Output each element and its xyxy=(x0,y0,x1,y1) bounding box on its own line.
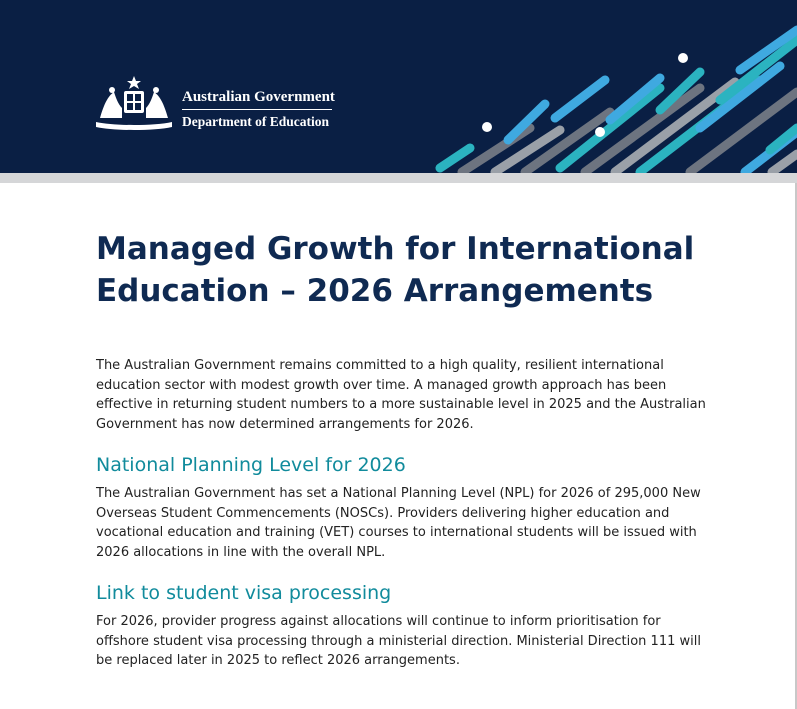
coat-of-arms-icon xyxy=(94,74,174,132)
section-heading-npl: National Planning Level for 2026 xyxy=(96,454,406,476)
intro-paragraph: The Australian Government remains committed to a high quality, resilient international education sector with modest growth over time. A managed growth approach has been effective in returning student numbers to a more sustainable level in 2025 and the Australian Government has now determined arrangements for 2026. xyxy=(96,358,706,432)
wordmark-divider xyxy=(182,109,332,110)
department-name: Department of Education xyxy=(182,114,329,129)
government-wordmark xyxy=(182,88,335,130)
banner-gray-band xyxy=(0,173,797,183)
document-body xyxy=(96,228,706,671)
section-body-visa: For 2026, provider progress against allocations will continue to inform prioritisation for offshore student visa processing through a ministerial direction. Ministerial Direction 111 will be replaced later in 2025 to reflect 2026 arrangements. xyxy=(96,614,701,668)
document-title: Managed Growth for International Education – 2026 Arrangements xyxy=(96,231,695,309)
section-heading-visa: Link to student visa processing xyxy=(96,582,392,604)
header-banner xyxy=(0,0,797,173)
org-name: Australian Government xyxy=(182,89,335,105)
government-logo xyxy=(94,74,344,134)
section-body-npl: The Australian Government has set a National Planning Level (NPL) for 2026 of 295,000 New Overseas Student Commencements (NOSCs). Providers delivering higher education and vocational education and training (VET) courses to international students will be issued with 2026 allocations in line with the overall NPL. xyxy=(96,486,701,560)
